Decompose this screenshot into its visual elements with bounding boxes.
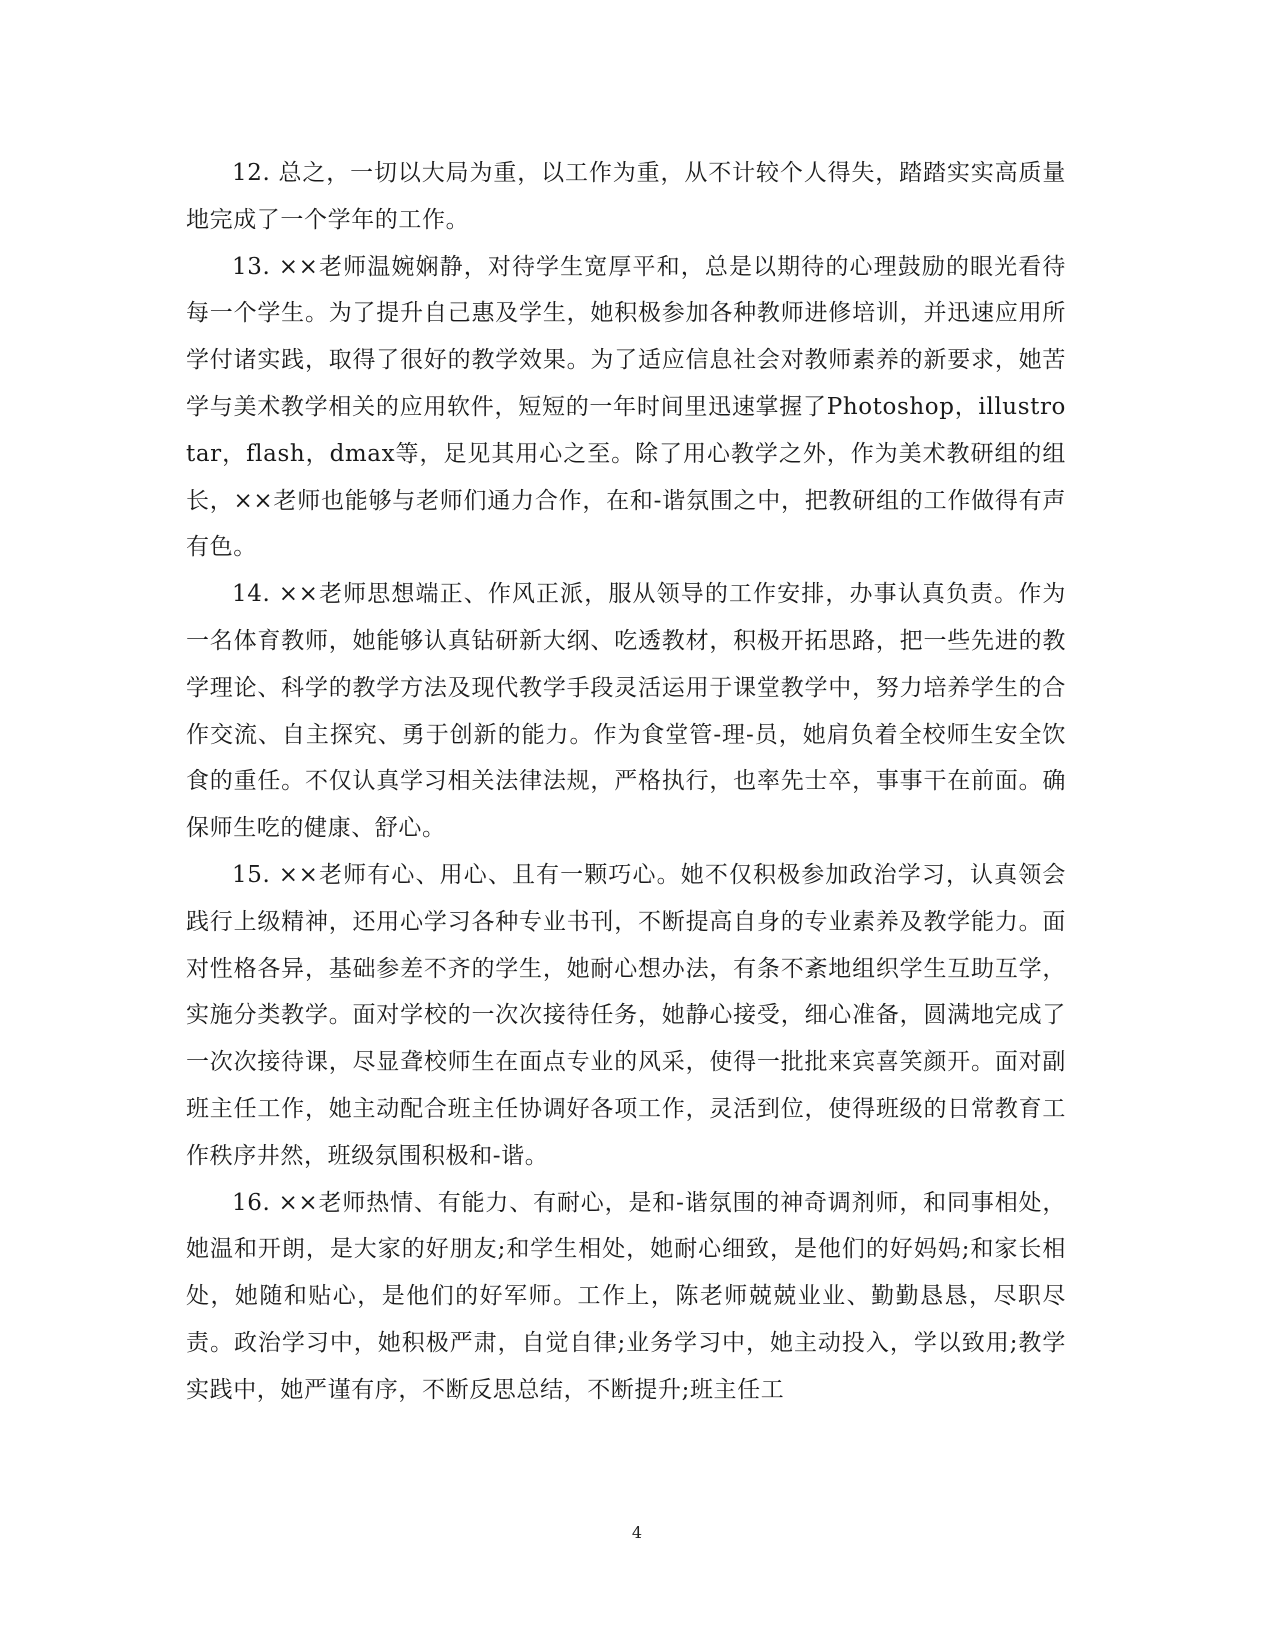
page-number: 4 xyxy=(631,1523,643,1542)
document-body xyxy=(186,150,1066,1414)
paragraph-15: 15. ××老师有心、用心、且有一颗巧心。她不仅积极参加政治学习，认真领会践行上级精神，还用心学习各种专业书刊，不断提高自身的专业素养及教学能力。面对性格各异，基础参差不齐的学生，她耐心想办法，有条不紊地组织学生互助互学，实施分类教学。面对学校的一次次接待任务，她静心接受，细心准备，圆满地完成了一次次接待课，尽显聋校师生在面点专业的风采，使得一批批来宾喜笑颜开。面对副班主任工作，她主动配合班主任协调好各项工作，灵活到位，使得班级的日常教育工作秩序井然，班级氛围积极和-谐。 xyxy=(186,861,1066,1169)
paragraph-13: 13. ××老师温婉娴静，对待学生宽厚平和，总是以期待的心理鼓励的眼光看待每一个学生。为了提升自己惠及学生，她积极参加各种教师进修培训，并迅速应用所学付诸实践，取得了很好的教学效果。为了适应信息社会对教师素养的新要求，她苦学与美术教学相关的应用软件，短短的一年时间里迅速掌握了Photoshop，illustrotar，flash，dmax等，足见其用心之至。除了用心教学之外，作为美术教研组的组长，××老师也能够与老师们通力合作，在和-谐氛围之中，把教研组的工作做得有声有色。 xyxy=(186,253,1066,561)
paragraph-12: 12. 总之，一切以大局为重，以工作为重，从不计较个人得失，踏踏实实高质量地完成了一个学年的工作。 xyxy=(186,160,1066,233)
paragraph-16: 16. ××老师热情、有能力、有耐心，是和-谐氛围的神奇调剂师，和同事相处，她温和开朗，是大家的好朋友;和学生相处，她耐心细致，是他们的好妈妈;和家长相处，她随和贴心，是他们的好军师。工作上，陈老师兢兢业业、勤勤恳恳，尽职尽责。政治学习中，她积极严肃，自觉自律;业务学习中，她主动投入，学以致用;教学实践中，她严谨有序，不断反思总结，不断提升;班主任工 xyxy=(186,1189,1066,1403)
paragraph-14: 14. ××老师思想端正、作风正派，服从领导的工作安排，办事认真负责。作为一名体育教师，她能够认真钻研新大纲、吃透教材，积极开拓思路，把一些先进的教学理论、科学的教学方法及现代教学手段灵活运用于课堂教学中，努力培养学生的合作交流、自主探究、勇于创新的能力。作为食堂管-理-员，她肩负着全校师生安全饮食的重任。不仅认真学习相关法律法规，严格执行，也率先士卒，事事干在前面。确保师生吃的健康、舒心。 xyxy=(186,581,1066,842)
